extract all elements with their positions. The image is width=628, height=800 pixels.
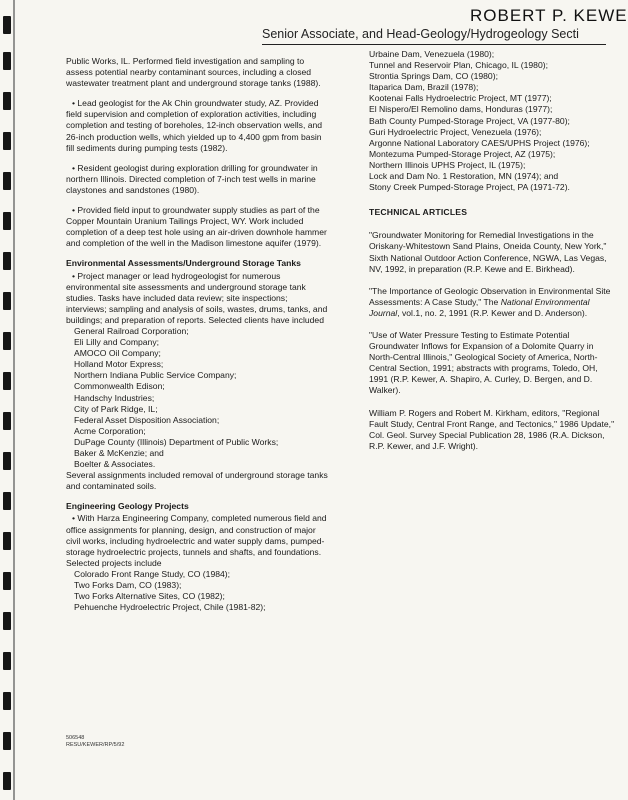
env-client-list — [66, 326, 328, 470]
list-item: Commonwealth Edison; — [74, 381, 165, 392]
article-text: "Use of Water Pressure Testing to Estimate Potential Groundwater Inflows for Expansion of a Dolomite Quarry in North-Central Illinois," Geological Society of America, North-Central Section, 1991; abstracts with programs, Toledo, OH, 1991 (R.P. Kewer, A. Shapiro, A. Curley, D. Bergen, and D. Walker). — [369, 329, 598, 396]
binder-hole — [3, 692, 11, 710]
binder-hole — [3, 772, 11, 790]
list-item: City of Park Ridge, IL; — [74, 403, 158, 414]
left-column — [66, 56, 328, 613]
bullet-paragraph: • Lead geologist for the Ak Chin groundwater study, AZ. Provided field supervision and completion of exploration activities, including completion and testing of boreholes, 12-inch observation wells, and 26-inch production wells, which yielded up to 4,400 gpm from basin fill sediments during pumping tests (1982). — [66, 98, 323, 153]
section-heading-engineering: Engineering Geology Projects — [66, 501, 189, 512]
binder-hole — [3, 612, 11, 630]
list-item: Northern Indiana Public Service Company; — [74, 370, 237, 381]
env-bullet: • Project manager or lead hydrogeologist for numerous environmental site assessments and underground storage tank studies. Tasks have included data review; site inspections; interviews; sampling and analysis of soils, wastes, drums, tanks, and buildings; and preparation of reports. Selected clients have included — [66, 270, 328, 325]
list-item: Itaparica Dam, Brazil (1978); — [369, 82, 479, 93]
article-entry — [369, 330, 619, 397]
binder-hole — [3, 252, 11, 270]
list-item: El Nispero/El Remolino dams, Honduras (1977); — [369, 104, 553, 115]
list-item: DuPage County (Illinois) Department of Public Works; — [74, 436, 279, 447]
list-item: Stony Creek Pumped-Storage Project, PA (1971-72). — [369, 182, 570, 193]
list-item: Eli Lilly and Company; — [74, 337, 160, 348]
header-name: ROBERT P. KEWE — [470, 6, 628, 25]
list-item: Northern Illinois UPHS Project, IL (1975); — [369, 159, 526, 170]
env-closing: Several assignments included removal of underground storage tanks and contaminated soils. — [66, 470, 328, 492]
list-item: General Railroad Corporation; — [74, 325, 189, 336]
binder-hole — [3, 372, 11, 390]
binder-hole — [3, 652, 11, 670]
article-text: "Groundwater Monitoring for Remedial Investigations in the Oriskany-Whitestown Sand Plains, Oneida County, New York," Sixth National Outdoor Action Conference, NGWA, Las Vegas, NV, 1992, in preparation (R.P. Kewe and E. Birkhead). — [369, 230, 607, 274]
bullet-paragraph: • Resident geologist during exploration drilling for groundwater in northern Illinois. Directed completion of 7-inch test wells in marine claystones and sandstones (1980). — [66, 162, 318, 195]
list-item: Baker & McKenzie; and — [74, 448, 164, 458]
binder-hole — [3, 92, 11, 110]
list-item: Holland Motor Express; — [74, 359, 164, 370]
list-item: Handschy Industries; — [74, 392, 155, 403]
article-text: William P. Rogers and Robert M. Kirkham, editors, "Regional Fault Study, Central Front Range, and Tectonics," 1986 Update," Col. Geol. Survey Special Publication 28, 1986 (R.A. Dickson, R.P. Kewer, and J.F. Wright). — [369, 407, 615, 451]
article-text: , vol.1, no. 2, 1991 (R.P. Kewer and D. Anderson). — [397, 307, 588, 318]
header-title: Senior Associate, and Head-Geology/Hydrogeology Secti — [262, 27, 579, 41]
list-item: Boelter & Associates. — [74, 459, 156, 470]
binder-hole — [3, 292, 11, 310]
list-item: Urbaine Dam, Venezuela (1980); — [369, 49, 495, 59]
section-heading-environmental: Environmental Assessments/Underground Storage Tanks — [66, 258, 301, 269]
list-item: Two Forks Alternative Sites, CO (1982); — [74, 591, 225, 602]
binder-hole — [3, 16, 11, 34]
list-item: Strontia Springs Dam, CO (1980); — [369, 71, 498, 82]
list-item: Lock and Dam No. 1 Restoration, MN (1974); and — [369, 171, 559, 182]
binder-hole — [3, 492, 11, 510]
list-item: Bath County Pumped-Storage Project, VA (1977-80); — [369, 115, 570, 126]
binder-hole — [3, 332, 11, 350]
binder-hole — [3, 732, 11, 750]
eng-bullet: • With Harza Engineering Company, completed numerous field and office assignments for planning, design, and construction of major civil works, including hydroelectric and water supply dams, pumped-storage hydroelectric projects, tunnels and shafts, and foundations. Selected projects include — [66, 513, 327, 568]
binding-edge — [0, 0, 16, 800]
binder-hole — [3, 132, 11, 150]
article-entry — [369, 408, 619, 452]
header-rule — [262, 44, 606, 45]
footer-line: 506548 — [66, 735, 85, 741]
section-heading-technical-articles: TECHNICAL ARTICLES — [369, 207, 468, 218]
bullet-paragraph: • Provided field input to groundwater supply studies as part of the Copper Mountain Uranium Tailings Project, WY. Work included completion of a deep test hole using an air-driven downhole hammer and completion of the well in the Madison limestone aquifer (1979). — [66, 205, 327, 249]
binder-hole — [3, 172, 11, 190]
list-item: Colorado Front Range Study, CO (1984); — [74, 568, 231, 579]
list-item: Pehuenche Hydroelectric Project, Chile (1981-82); — [74, 602, 266, 613]
article-entry — [369, 230, 619, 274]
intro-paragraph: Public Works, IL. Performed field investigation and sampling to assess potential nearby contaminant sources, including a closed wastewater treatment plant and underground storage tanks (1988). — [66, 56, 321, 89]
binder-hole — [3, 412, 11, 430]
binder-hole — [3, 212, 11, 230]
list-item: Two Forks Dam, CO (1983); — [74, 580, 182, 591]
edge-shadow — [13, 0, 15, 800]
footer-line: RESU/KEWER/RP/5/92 — [66, 742, 125, 748]
binder-hole — [3, 452, 11, 470]
list-item: Montezuma Pumped-Storage Project, AZ (1975); — [369, 148, 556, 159]
article-text: "The Importance of Geologic Observation in Environmental Site Assessments: A Case Study," The — [369, 285, 611, 307]
binder-hole — [3, 532, 11, 550]
list-item: Federal Asset Disposition Association; — [74, 414, 220, 425]
list-item: AMOCO Oil Company; — [74, 348, 161, 359]
list-item: Argonne National Laboratory CAES/UPHS Project (1976); — [369, 137, 590, 148]
list-item: Acme Corporation; — [74, 425, 146, 436]
list-item: Guri Hydroelectric Project, Venezuela (1976); — [369, 126, 542, 137]
binder-hole — [3, 52, 11, 70]
eng-project-list — [66, 569, 328, 613]
project-list-continued — [369, 49, 619, 193]
article-entry — [369, 286, 619, 319]
binder-hole — [3, 572, 11, 590]
footer-code — [66, 735, 124, 749]
list-item: Kootenai Falls Hydroelectric Project, MT (1977); — [369, 93, 552, 104]
journal-title: National Environmental Journal — [369, 296, 590, 318]
right-column — [369, 49, 619, 463]
list-item: Tunnel and Reservoir Plan, Chicago, IL (1980); — [369, 60, 548, 71]
